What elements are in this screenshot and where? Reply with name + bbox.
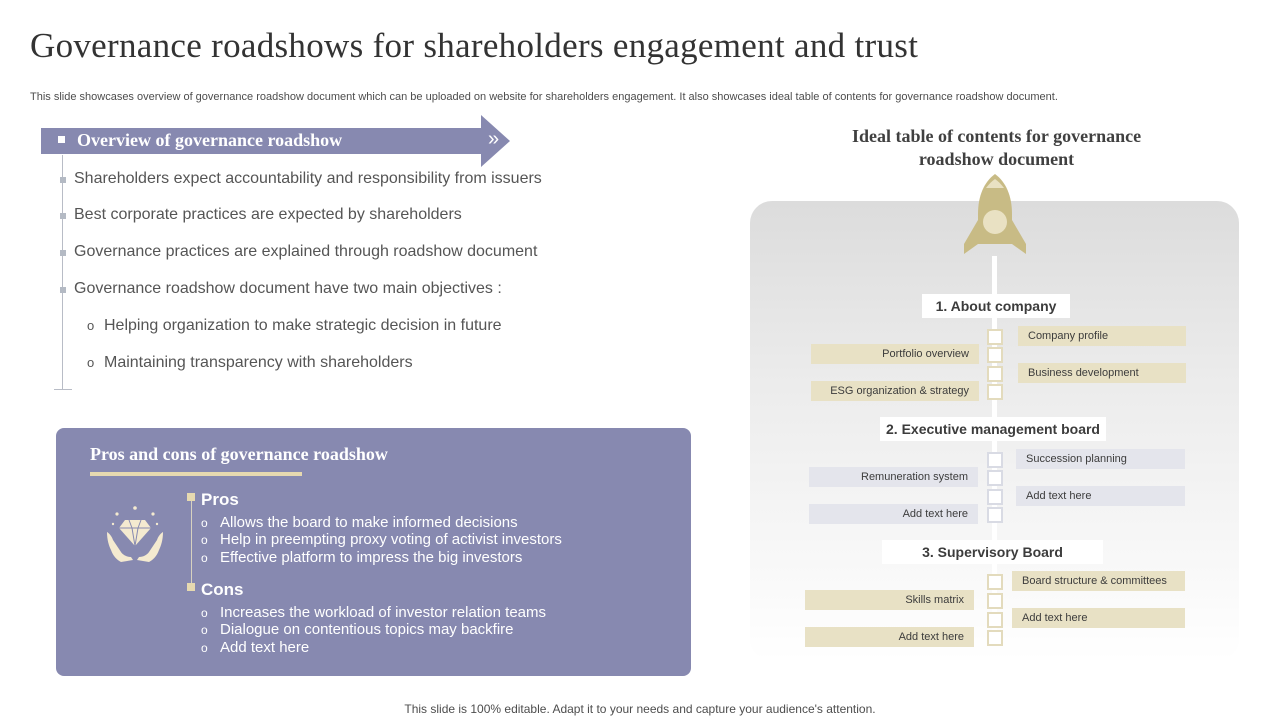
page-subtitle: This slide showcases overview of governance roadshow document which can be uploaded on website for shareholders engagement. It also showcases ideal table of contents for governance roadshow document. xyxy=(30,91,1058,103)
overview-bullet xyxy=(74,170,542,188)
bullet-square-icon xyxy=(60,250,66,256)
footer-note: This slide is 100% editable. Adapt it to your needs and capture your audience's attention. xyxy=(404,702,876,716)
cons-marker xyxy=(187,583,195,591)
circle-bullet-icon: o xyxy=(87,355,95,370)
toc-item: Company profile xyxy=(1018,326,1186,346)
rocket-icon xyxy=(954,172,1036,258)
toc-heading: Ideal table of contents for governance roadshow document xyxy=(851,126,1142,169)
toc-node xyxy=(987,507,1003,523)
toc-node xyxy=(987,574,1003,590)
circle-bullet-icon: o xyxy=(201,641,208,655)
cons-heading: Cons xyxy=(201,580,244,599)
cons-item xyxy=(201,621,514,638)
square-bullet-icon xyxy=(58,136,65,143)
pros-item xyxy=(201,531,562,548)
circle-bullet-icon: o xyxy=(201,606,208,620)
pros-item xyxy=(201,514,518,531)
cons-item-text: Increases the workload of investor relation teams xyxy=(220,604,546,621)
toc-item: Add text here xyxy=(1012,608,1185,628)
overview-bullet-text: Shareholders expect accountability and responsibility from issuers xyxy=(74,170,542,187)
overview-subbullet xyxy=(87,317,502,335)
toc-item: Business development xyxy=(1018,363,1186,383)
pros-item xyxy=(201,549,522,566)
toc-node xyxy=(987,347,1003,363)
overview-bullet-text: Governance roadshow document have two main objectives : xyxy=(74,280,502,297)
overview-heading-text: Overview of governance roadshow xyxy=(77,130,343,150)
toc-item: Portfolio overview xyxy=(811,344,979,364)
toc-item: Succession planning xyxy=(1016,449,1185,469)
pros-heading: Pros xyxy=(201,490,239,509)
pros-marker xyxy=(187,493,195,501)
toc-node xyxy=(987,384,1003,400)
overview-bullet xyxy=(74,280,502,298)
circle-bullet-icon: o xyxy=(87,318,95,333)
overview-subbullet-text: Helping organization to make strategic decision in future xyxy=(104,317,502,334)
circle-bullet-icon: o xyxy=(201,516,208,530)
toc-node xyxy=(987,593,1003,609)
cons-item-text: Dialogue on contentious topics may backfire xyxy=(220,621,514,638)
bullet-square-icon xyxy=(60,287,66,293)
toc-node xyxy=(987,329,1003,345)
toc-node xyxy=(987,366,1003,382)
toc-section-about-company: 1. About company xyxy=(922,294,1070,318)
toc-node xyxy=(987,630,1003,646)
overview-timeline-end xyxy=(54,389,72,390)
toc-item: Add text here xyxy=(805,627,974,647)
circle-bullet-icon: o xyxy=(201,551,208,565)
overview-bullet xyxy=(74,243,537,261)
toc-item: Board structure & committees xyxy=(1012,571,1185,591)
circle-bullet-icon: o xyxy=(201,623,208,637)
cons-item xyxy=(201,604,546,621)
overview-subbullet xyxy=(87,354,413,372)
overview-heading xyxy=(58,130,342,151)
bullet-square-icon xyxy=(60,213,66,219)
hands-diamond-icon xyxy=(103,502,167,566)
toc-node xyxy=(987,470,1003,486)
overview-bullet xyxy=(74,206,462,224)
double-chevron-icon: » xyxy=(488,128,500,150)
circle-bullet-icon: o xyxy=(201,533,208,547)
toc-node xyxy=(987,452,1003,468)
toc-item: Add text here xyxy=(1016,486,1185,506)
cons-item-text: Add text here xyxy=(220,639,310,656)
bullet-square-icon xyxy=(60,177,66,183)
pros-cons-underline xyxy=(90,472,302,476)
page-title: Governance roadshows for shareholders engagement and trust xyxy=(30,26,919,65)
overview-timeline-line xyxy=(62,155,63,389)
pros-item-text: Effective platform to impress the big investors xyxy=(220,549,523,566)
cons-item xyxy=(201,639,309,656)
toc-section-supervisory-board: 3. Supervisory Board xyxy=(882,540,1103,564)
toc-section-executive-board: 2. Executive management board xyxy=(880,417,1106,441)
toc-node xyxy=(987,489,1003,505)
pros-cons-heading: Pros and cons of governance roadshow xyxy=(90,444,388,464)
toc-item: Add text here xyxy=(809,504,978,524)
pros-item-text: Allows the board to make informed decisions xyxy=(220,514,518,531)
toc-node xyxy=(987,612,1003,628)
overview-bullet-text: Best corporate practices are expected by shareholders xyxy=(74,206,462,223)
toc-item: ESG organization & strategy xyxy=(811,381,979,401)
overview-bullet-text: Governance practices are explained through roadshow document xyxy=(74,243,538,260)
pros-cons-timeline-line xyxy=(191,497,192,589)
toc-item: Skills matrix xyxy=(805,590,974,610)
pros-item-text: Help in preempting proxy voting of activist investors xyxy=(220,531,562,548)
toc-item: Remuneration system xyxy=(809,467,978,487)
overview-subbullet-text: Maintaining transparency with shareholders xyxy=(104,354,413,371)
